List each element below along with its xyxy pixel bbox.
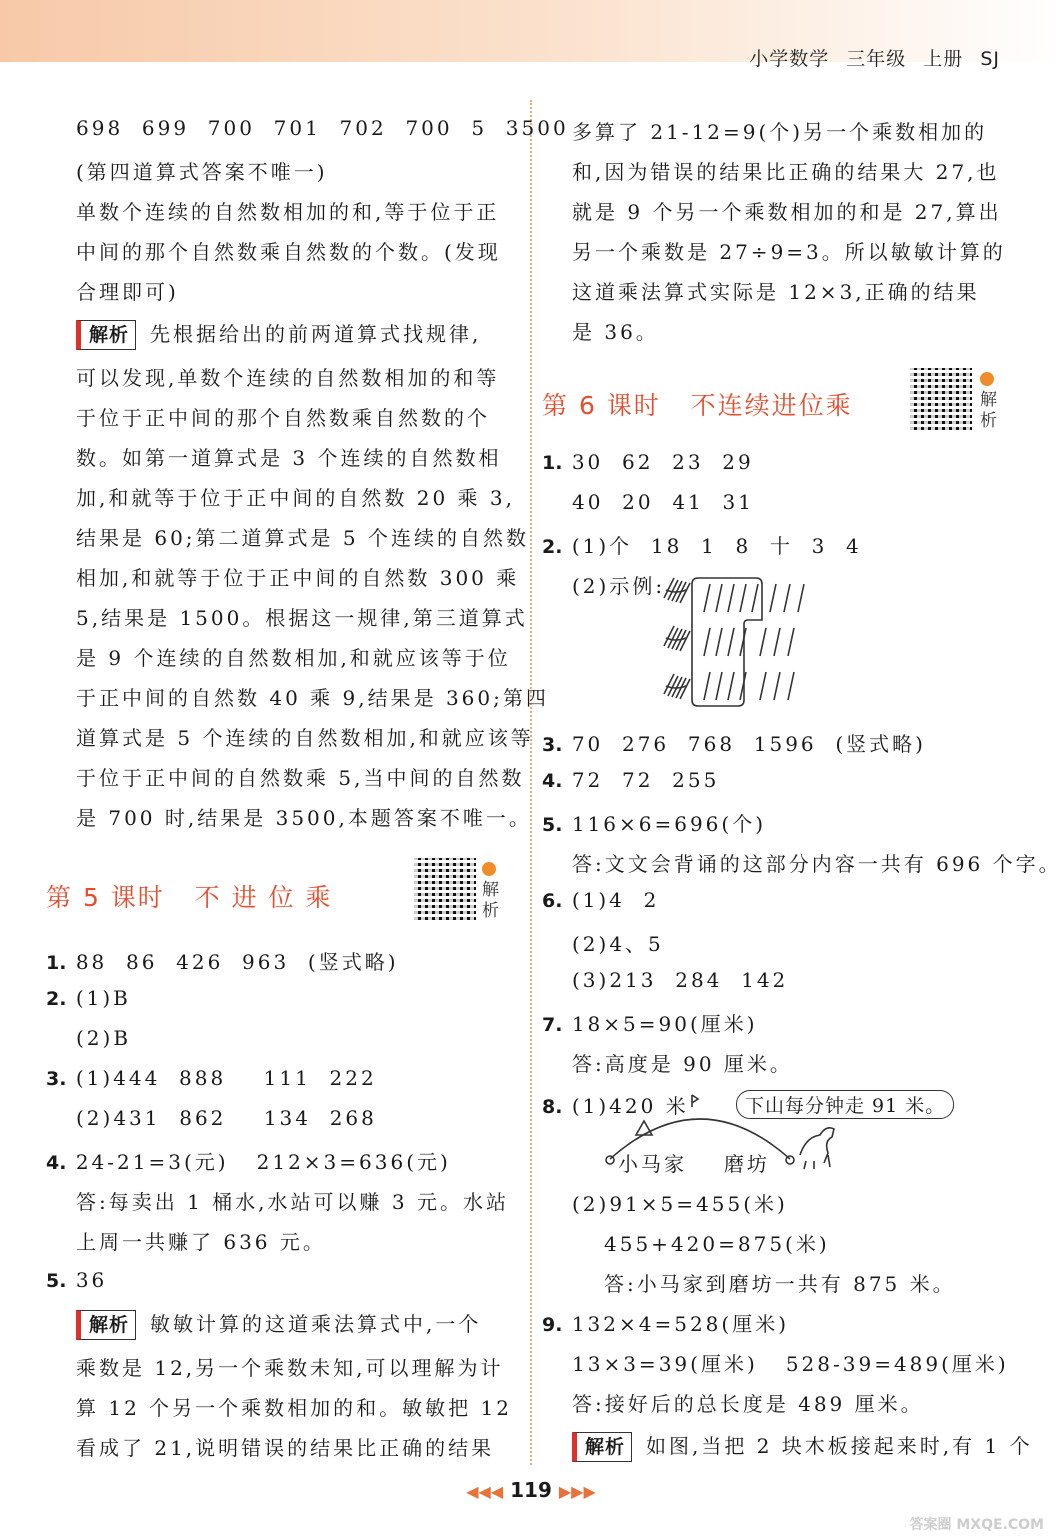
home-label: 小马家 (618, 1152, 687, 1176)
text-line: (2)4、5 (572, 932, 664, 956)
text-line: 相加,和就等于位于正中间的自然数 300 乘 (76, 566, 520, 590)
question-1: 1. 88 86 426 963 (竖式略) (46, 950, 399, 974)
text-line: (2)431 862 134 268 (76, 1106, 377, 1130)
text-line: 结果是 60;第二道算式是 5 个连续的自然数 (76, 526, 529, 550)
text-line: 于位于正中间的自然数乘 5,当中间的自然数 (76, 766, 525, 790)
bundle-sticks-figure (660, 570, 810, 715)
text-line: 是 700 时,结果是 3500,本题答案不唯一。 (76, 806, 532, 830)
text-line: (第四道算式答案不唯一) (76, 160, 328, 184)
question-5: 5. 36 (46, 1268, 108, 1292)
text-line: (3)213 284 142 (572, 968, 789, 992)
question-4: 4. 24-21=3(元) 212×3=636(元) (46, 1150, 451, 1174)
question-3: 3. 70 276 768 1596 (竖式略) (542, 732, 926, 756)
text-line: 看成了 21,说明错误的结果比正确的结果 (76, 1436, 495, 1460)
text-line: 加,和就等于位于正中间的自然数 20 乘 3, (76, 486, 515, 510)
text-line: 算 12 个另一个乘数相加的和。敏敏把 12 (76, 1396, 512, 1420)
text-line: 455+420=875(米) (604, 1232, 830, 1256)
text-line: 13×3=39(厘米) 528-39=489(厘米) (572, 1352, 1009, 1376)
question-5: 5. 116×6=696(个) (542, 812, 767, 836)
text-line: 上周一共赚了 636 元。 (76, 1230, 326, 1254)
column-divider (530, 100, 532, 1465)
section-title-lesson6: 第 6 课时 不连续进位乘 (542, 391, 853, 420)
text-line: 合理即可) (76, 280, 179, 304)
text-line: 这道乘法算式实际是 12×3,正确的结果 (572, 280, 980, 304)
text-line: 可以发现,单数个连续的自然数相加的和等 (76, 366, 500, 390)
question-7: 7. 18×5=90(厘米) (542, 1012, 758, 1036)
text-line: 另一个乘数是 27÷9=3。所以敏敏计算的 (572, 240, 1006, 264)
analysis-line: 解析 先根据给出的前两道算式找规律, (76, 318, 481, 350)
play-icon (980, 372, 994, 386)
text-line: 40 20 41 31 (572, 490, 754, 514)
text-line: 答:文文会背诵的这部分内容一共有 696 个字。 (572, 852, 1062, 876)
text-line: (2)示例: (572, 574, 666, 598)
qr-label: 解析 (980, 390, 997, 431)
question-6: 6. (1)4 2 (542, 888, 660, 912)
qr-code[interactable] (414, 858, 476, 920)
play-icon (482, 862, 496, 876)
analysis-tag: 解析 (76, 1310, 136, 1340)
question-2: 2. (1)个 18 1 8 十 3 4 (542, 534, 862, 558)
page-number: 119 (510, 1478, 552, 1502)
question-4: 4. 72 72 255 (542, 768, 720, 792)
text-line: 答:小马家到磨坊一共有 875 米。 (604, 1272, 956, 1296)
section-title-lesson5: 第 5 课时 不 进 位 乘 (46, 883, 333, 912)
text-line: 中间的那个自然数乘自然数的个数。(发现 (76, 240, 501, 264)
text-line: 答:每卖出 1 桶水,水站可以赚 3 元。水站 (76, 1190, 509, 1214)
text-line: 单数个连续的自然数相加的和,等于位于正 (76, 200, 500, 224)
text-line: 5,结果是 1500。根据这一规律,第三道算式 (76, 606, 528, 630)
prev-arrows-icon: ◀◀◀ (466, 1482, 504, 1501)
text-line: (2)91×5=455(米) (572, 1192, 788, 1216)
question-1: 1. 30 62 23 29 (542, 450, 754, 474)
text-line: 是 36。 (572, 320, 659, 344)
text-line: 数。如第一道算式是 3 个连续的自然数相 (76, 446, 502, 470)
text-line: 答:高度是 90 厘米。 (572, 1052, 793, 1076)
text-line: 于位于正中间的那个自然数乘自然数的个 (76, 406, 490, 430)
text-line: 乘数是 12,另一个乘数未知,可以理解为计 (76, 1356, 504, 1380)
analysis-line: 解析 如图,当把 2 块木板接起来时,有 1 个 (572, 1430, 1033, 1462)
question-8: 8. (1)420 米 (542, 1094, 689, 1118)
text-line: 道算式是 5 个连续的自然数相加,和就应该等 (76, 726, 534, 750)
question-3: 3. (1)444 888 111 222 (46, 1066, 377, 1090)
book-header: 小学数学 三年级 上册 SJ (749, 48, 1000, 70)
question-2: 2. (1)B (46, 986, 131, 1010)
analysis-tag: 解析 (572, 1432, 632, 1462)
text-line: 答:接好后的总长度是 489 厘米。 (572, 1392, 924, 1416)
qr-label: 解析 (482, 880, 499, 921)
next-arrows-icon: ▶▶▶ (558, 1482, 596, 1501)
watermark-logo: 答案圈 MXQE.COM (909, 1517, 1044, 1533)
text-line: 和,因为错误的结果比正确的结果大 27,也 (572, 160, 1000, 184)
text-line: 多算了 21-12=9(个)另一个乘数相加的 (572, 120, 988, 144)
qr-code[interactable] (910, 368, 972, 430)
analysis-tag: 解析 (76, 320, 136, 350)
text-line: 698 699 700 701 702 700 5 3500 (76, 116, 569, 140)
mill-label: 磨坊 (724, 1152, 770, 1176)
analysis-line: 解析 敏敏计算的这道乘法算式中,一个 (76, 1308, 481, 1340)
speech-bubble: 下山每分钟走 91 米。 (736, 1090, 954, 1119)
text-line: (2)B (76, 1026, 132, 1050)
text-line: 于正中间的自然数 40 乘 9,结果是 360;第四 (76, 686, 549, 710)
text-line: 是 9 个连续的自然数相加,和就应该等于位 (76, 646, 511, 670)
question-9: 9. 132×4=528(厘米) (542, 1312, 790, 1336)
text-line: 就是 9 个另一个乘数相加的和是 27,算出 (572, 200, 1002, 224)
